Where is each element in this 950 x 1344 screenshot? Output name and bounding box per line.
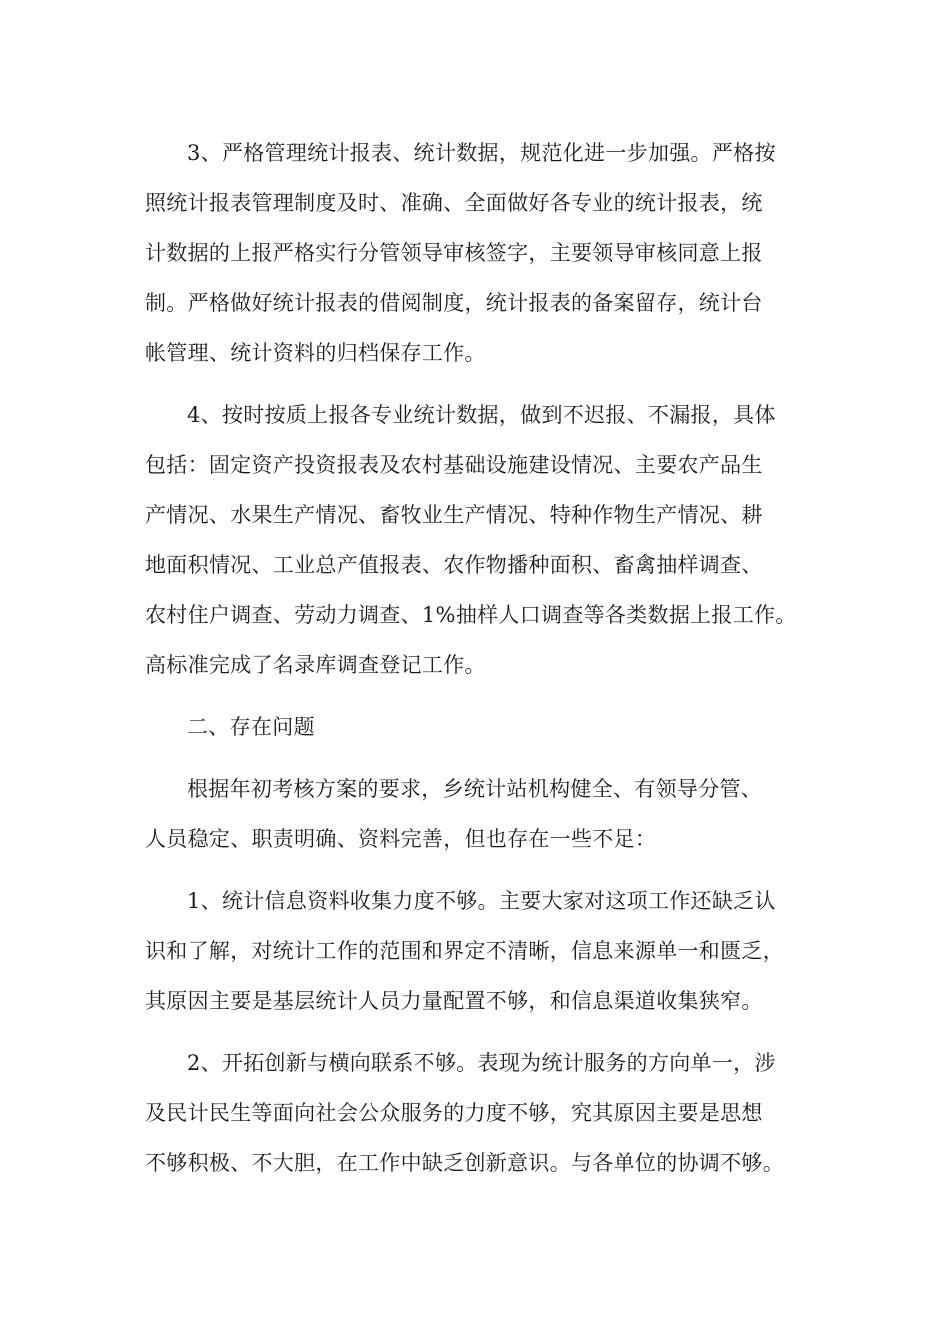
text-line: 地面积情况、工业总产值报表、农作物播种面积、畜禽抽样调查、 — [145, 553, 763, 577]
heading-text: 二、存在问题 — [187, 715, 315, 739]
text-line: 农村住户调查、劳动力调查、1%抽样人口调查等各类数据上报工作。 — [145, 603, 797, 627]
text-line: 制。严格做好统计报表的借阅制度，统计报表的备案留存，统计台 — [145, 291, 763, 315]
paragraph-item-4 — [145, 390, 805, 690]
text-line: 及民计民生等面向社会公众服务的力度不够，究其原因主要是思想 — [145, 1101, 763, 1125]
text-line: 4、按时按质上报各专业统计数据，做到不迟报、不漏报，具体 — [187, 403, 776, 427]
text-line: 1、统计信息资料收集力度不够。主要大家对这项工作还缺乏认 — [187, 889, 776, 913]
text-line: 识和了解，对统计工作的范围和界定不清晰，信息来源单一和匮乏， — [145, 939, 784, 963]
text-line: 人员稳定、职责明确、资料完善，但也存在一些不足： — [145, 827, 657, 851]
text-line: 计数据的上报严格实行分管领导审核签字，主要领导审核同意上报 — [145, 241, 763, 265]
paragraph-issue-2 — [145, 1038, 805, 1188]
text-line: 3、严格管理统计报表、统计数据，规范化进一步加强。严格按 — [187, 141, 776, 165]
paragraph-item-3 — [145, 128, 805, 378]
document-body — [145, 128, 805, 1200]
text-line: 不够积极、不大胆，在工作中缺乏创新意识。与各单位的协调不够。 — [145, 1151, 784, 1175]
paragraph-intro — [145, 764, 805, 864]
text-line: 照统计报表管理制度及时、准确、全面做好各专业的统计报表，统 — [145, 191, 763, 215]
text-line: 帐管理、统计资料的归档保存工作。 — [145, 341, 486, 365]
text-line: 2、开拓创新与横向联系不够。表现为统计服务的方向单一，涉 — [187, 1051, 776, 1075]
paragraph-issue-1 — [145, 876, 805, 1026]
text-line: 其原因主要是基层统计人员力量配置不够，和信息渠道收集狭窄。 — [145, 989, 763, 1013]
text-line: 高标准完成了名录库调查登记工作。 — [145, 653, 486, 677]
section-heading-problems — [145, 702, 805, 752]
text-line: 包括：固定资产投资报表及农村基础设施建设情况、主要农产品生 — [145, 453, 763, 477]
text-line: 根据年初考核方案的要求，乡统计站机构健全、有领导分管、 — [187, 777, 763, 801]
text-line: 产情况、水果生产情况、畜牧业生产情况、特种作物生产情况、耕 — [145, 503, 763, 527]
